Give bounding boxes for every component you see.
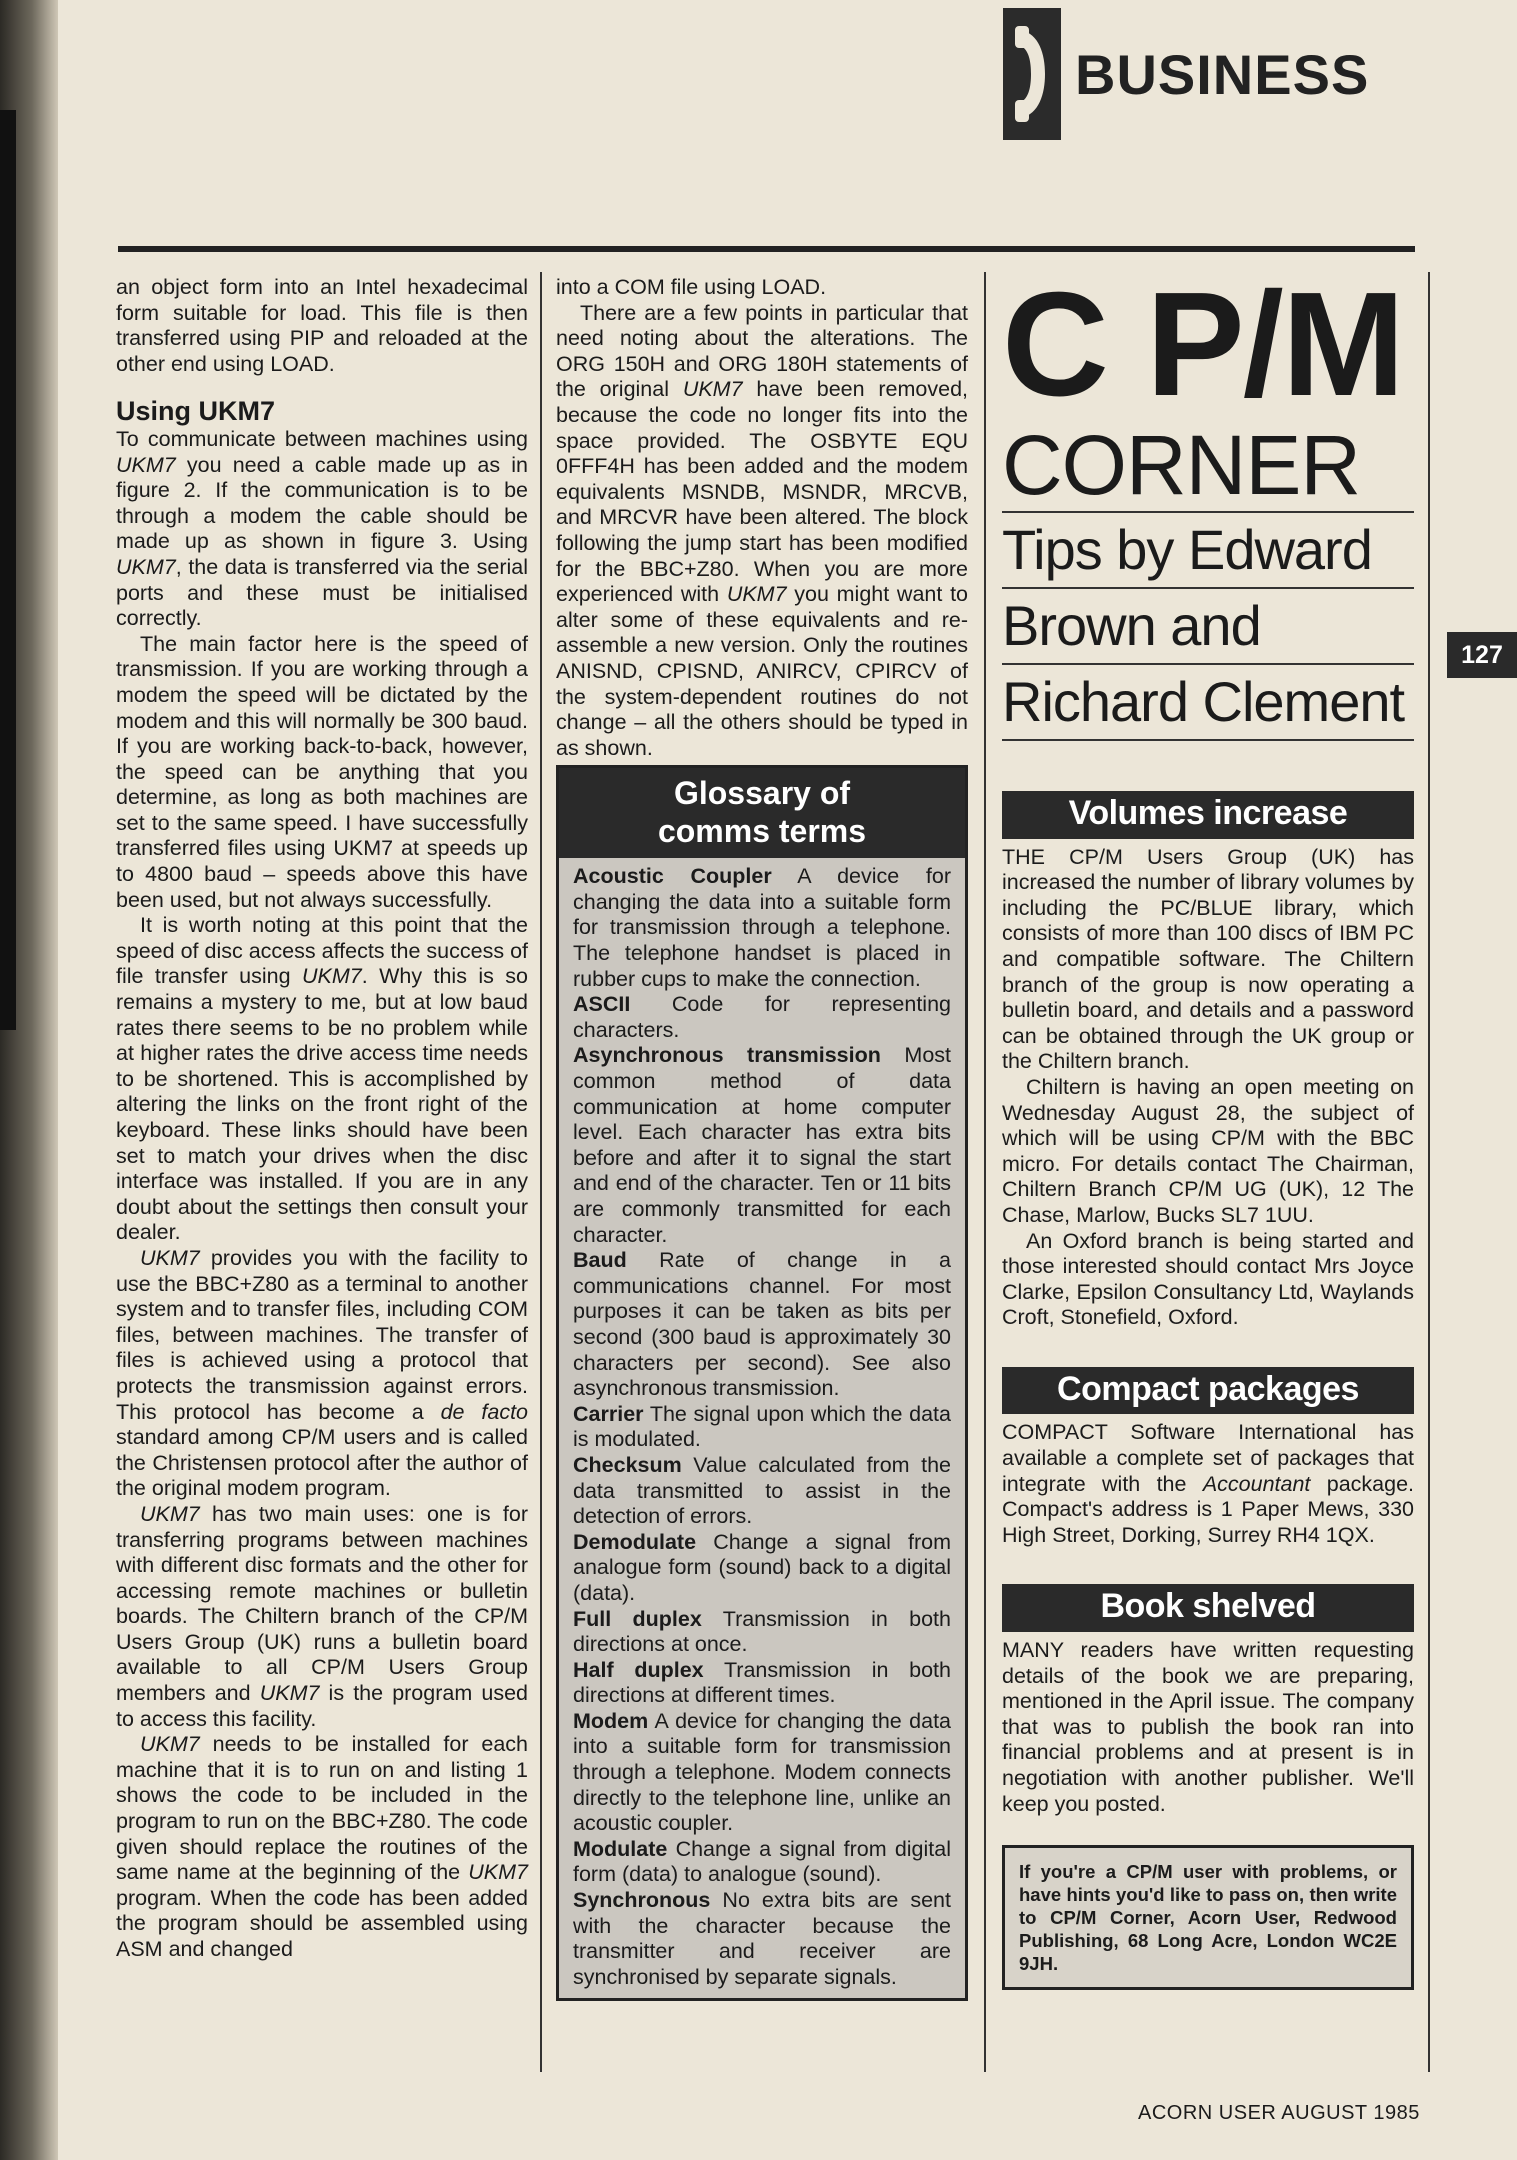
glossary-entry: Modulate Change a signal from digital form (data) to analogue (sound). bbox=[573, 1836, 951, 1887]
compact-paragraph: COMPACT Software International has available a complete set of packages that integrate with the Accountant package. Compact's address is 1 Paper Mews, 330 High Street, Dorking, Surrey RH4 1QX. bbox=[1002, 1420, 1415, 1547]
glossary-entry: Acoustic Coupler A device for changing the data into a suitable form for transmission through a telephone. The telephone handset is placed in rubber cups to make the connection. bbox=[573, 864, 952, 991]
col1-paragraph: UKM7 needs to be installed for each machine that it is to run on and listing 1 shows the code to be included in the program to run on the BBC+Z80. The code given should replace the routines of the same name at the beginning of the UKM7 program. When the code has been added the program should be assembled using ASM and changed bbox=[116, 1732, 528, 1961]
column-divider bbox=[1428, 272, 1430, 2072]
col2-paragraph: into a COM file using LOAD. bbox=[556, 275, 827, 299]
volumes-heading: Volumes increase bbox=[1002, 791, 1414, 839]
glossary-entry: Demodulate Change a signal from analogue form (sound) back to a digital (data). bbox=[573, 1529, 951, 1605]
col1-paragraph: It is worth noting at this point that the speed of disc access affects the success of file transfer using UKM7. Why this is so remains a mystery to me, but at low baud rates there seems to be no problem while at higher rates the drive access time needs to be shortened. This is accomplished by altering the links on the front right of the keyboard. These links should have been set to match your drives when the disc interface was installed. If you are in any doubt about the settings then consult your dealer. bbox=[116, 913, 528, 1245]
volumes-paragraph: Chiltern is having an open meeting on Wednesday August 28, the subject of which will be using CP/M with the BBC micro. For details contact The Chairman, Chiltern Branch CP/M UG (UK), 12 The Chase, Marlow, Bucks SL7 1UU. bbox=[1002, 1074, 1414, 1227]
glossary-entry: Asynchronous transmission Most common method of data communication at home computer level. Each character has extra bits before and after it to signal the start and end of the character. Ten or 11 bits are commonly transmitted for each character. bbox=[573, 1043, 951, 1247]
glossary-box bbox=[556, 765, 968, 2001]
glossary-entry: Full duplex Transmission in both directions at once. bbox=[573, 1606, 951, 1657]
corner-title: CORNER bbox=[1002, 419, 1414, 513]
column-divider bbox=[984, 272, 986, 2072]
volumes-paragraph: An Oxford branch is being started and those interested should contact Mrs Joyce Clarke, Epsilon Consultancy Ltd, Waylands Croft, Stonefield, Oxford. bbox=[1002, 1228, 1414, 1330]
column-divider bbox=[540, 272, 542, 2072]
col1-paragraph: UKM7 has two main uses: one is for transferring programs between machines with different disc formats and the other for accessing remote machines or bulletin boards. The Chiltern branch of the CP/M Users Group (UK) runs a bulletin board available to all CP/M Users Group members and UKM7 is the program used to access this facility. bbox=[116, 1501, 528, 1731]
subhead-using-ukm7: Using UKM7 bbox=[116, 396, 276, 427]
book-heading: Book shelved bbox=[1002, 1584, 1414, 1632]
col1-paragraph: UKM7 provides you with the facility to use the BBC+Z80 as a terminal to another system and to transfer files, including COM files, between machines. The transfer of files is achieved using a protocol that protects the transmission against errors. This protocol has become a de facto standard among CP/M users and is called the Christensen protocol after the author of the original modem program. bbox=[116, 1245, 528, 1501]
col1-paragraph: To communicate between machines using UKM7 you need a cable made up as in figure 2. If the communication is to be through a modem the cable should be made up as shown in figure 3. Using UKM7, the data is transferred via the serial ports and these must be initialised correctly. bbox=[116, 426, 528, 631]
compact-heading: Compact packages bbox=[1002, 1367, 1414, 1415]
page-number: 127 bbox=[1447, 632, 1517, 678]
binding-tab bbox=[0, 110, 16, 1030]
byline-line: Brown and bbox=[1002, 589, 1414, 665]
glossary-entry: Carrier The signal upon which the data is modulated. bbox=[573, 1401, 951, 1452]
glossary-entry: Baud Rate of change in a communications channel. For most purposes it can be taken as bits per second (300 baud is approximately 30 characters per second). See also asynchronous transmission. bbox=[573, 1248, 951, 1401]
section-header bbox=[1003, 8, 1369, 140]
book-paragraph: MANY readers have written requesting details of the book we are preparing, mentioned in the April issue. The company that was to publish the book ran into financial problems and at present is in negotiation with another publisher. We'll keep you posted. bbox=[1002, 1638, 1414, 1816]
column-3 bbox=[1002, 262, 1415, 1990]
glossary-entry: ASCII Code for representing characters. bbox=[573, 992, 951, 1042]
col1-intro: an object form into an Intel hexadecimal form suitable for load. This file is then transferred using PIP and reloaded at the other end using LOAD. bbox=[116, 275, 528, 376]
glossary-entry: Checksum Value calculated from the data transmitted to assist in the detection of errors. bbox=[573, 1452, 951, 1529]
glossary-entry: Synchronous No extra bits are sent with the character because the transmitter and receiver are synchronised by separate signals. bbox=[573, 1888, 951, 1989]
glossary-entry: Modem A device for changing the data into a suitable form for transmission through a telephone. Modem connects directly to the telephone line, unlike an acoustic coupler. bbox=[573, 1708, 952, 1836]
header-rule bbox=[118, 246, 1415, 252]
byline-line: Richard Clement bbox=[1002, 665, 1414, 741]
phone-icon bbox=[1003, 8, 1061, 140]
col2-paragraph: There are a few points in particular that need noting about the alterations. The ORG 150H and ORG 180H statements of the original UKM7 have been removed, because the code no longer fits into the space provided. The OSBYTE EQU 0FFF4H has been added and the modem equivalents MSNDB, MSNDR, MRCVB, and MRCVR have been altered. The block following the jump start has been modified for the BBC+Z80. When you are more experienced with UKM7 you might want to alter some of these equivalents and re-assemble a new version. Only the routines ANISND, CPISND, ANIRCV, CPIRCV of the system-dependent routines do not change – all the others should be typed in as shown. bbox=[556, 300, 969, 760]
cpm-title: C P/M bbox=[1002, 262, 1404, 427]
footer-credit: ACORN USER AUGUST 1985 bbox=[1138, 2102, 1420, 2124]
column-2 bbox=[556, 275, 968, 2001]
glossary-entries bbox=[559, 858, 965, 1998]
glossary-title: Glossary of comms terms bbox=[559, 768, 965, 858]
contact-box: If you're a CP/M user with problems, or have hints you'd like to pass on, then write to CP/M Corner, Acorn User, Redwood Publishing, 68 Long Acre, London WC2E 9JH. bbox=[1002, 1845, 1414, 1990]
column-1 bbox=[116, 275, 528, 1963]
byline-line: Tips by Edward bbox=[1002, 513, 1414, 589]
col1-paragraph: The main factor here is the speed of transmission. If you are working through a modem the speed will be dictated by the modem and this will normally be 300 baud. If you are working back-to-back, however, the speed can be anything that you determine, as long as both machines are set to the same speed. I have successfully transferred files using UKM7 at speeds up to 4800 baud – speeds above this have been used, but not always successfully. bbox=[116, 631, 528, 912]
glossary-entry: Half duplex Transmission in both directions at different times. bbox=[573, 1657, 951, 1708]
section-title: BUSINESS bbox=[1075, 42, 1370, 106]
volumes-paragraph: THE CP/M Users Group (UK) has increased the number of library volumes by including the PC/BLUE library, which consists of more than 100 discs of IBM PC and compatible software. The Chiltern branch of the group is now operating a bulletin board, and details and a password can be obtained through the UK group or the Chiltern branch. bbox=[1002, 844, 1414, 1074]
